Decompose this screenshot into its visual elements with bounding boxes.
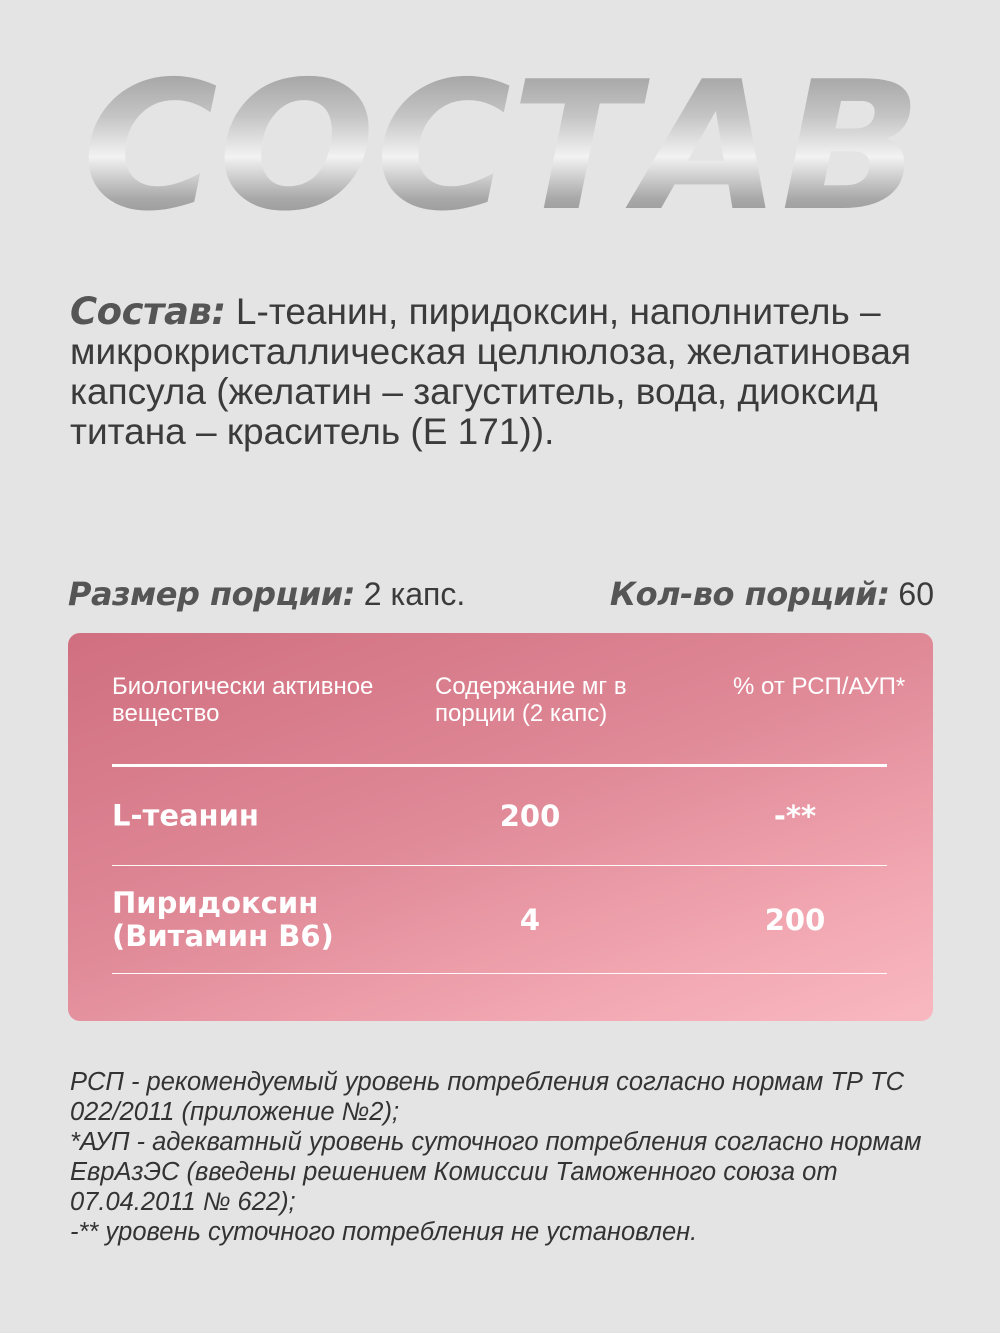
serving-size: [68, 572, 465, 616]
row-amount: 200: [499, 799, 561, 833]
nutrition-table: [68, 633, 933, 1021]
row-substance-name: L-теанин: [112, 798, 259, 833]
title-graphic: [62, 43, 942, 250]
table-row: [112, 767, 887, 865]
composition-body: L-теанин, пиридоксин, наполнитель – микрокристаллическая целлюлоза, желатиновая капсула (желатин – загуститель, вода, диоксид титана – краситель (E 171)).: [70, 291, 912, 452]
title-text: СОСТАВ: [82, 43, 922, 250]
serving-size-label: Размер порции:: [68, 575, 355, 613]
footnote-rsp: РСП - рекомендуемый уровень потребления согласно нормам ТР ТС 022/2011 (приложение №2);: [70, 1068, 905, 1126]
page-title: [62, 43, 942, 250]
footnote-aup: *АУП - адекватный уровень суточного потребления согласно нормам ЕврАзЭС (введены решением Комиссии Таможенного союза от 07.04.2011 № 622);: [70, 1128, 922, 1216]
serving-count: [610, 572, 934, 616]
serving-count-value: 60: [889, 576, 934, 612]
row-amount: 4: [519, 902, 541, 937]
table-row: [112, 866, 887, 973]
footnotes: [70, 1067, 950, 1247]
serving-count-label: Кол-во порций:: [609, 575, 890, 613]
row-divider: [112, 973, 887, 974]
row-percent: -**: [773, 799, 817, 833]
header-amount: Содержание мг в порции (2 капс): [435, 673, 627, 727]
header-percent: % от РСП/АУП*: [733, 673, 906, 700]
composition-text: [70, 292, 940, 452]
footnote-not-set: -** уровень суточного потребления не установлен.: [70, 1218, 698, 1246]
header-substance: Биологически активное вещество: [112, 673, 374, 727]
row-substance-name: Пиридоксин (Витамин B6): [112, 885, 334, 953]
composition-label: Состав:: [70, 290, 226, 333]
serving-size-value: 2 капс.: [354, 576, 466, 612]
serving-info: [68, 572, 934, 616]
row-percent: 200: [764, 902, 826, 937]
table-header: [112, 673, 906, 753]
